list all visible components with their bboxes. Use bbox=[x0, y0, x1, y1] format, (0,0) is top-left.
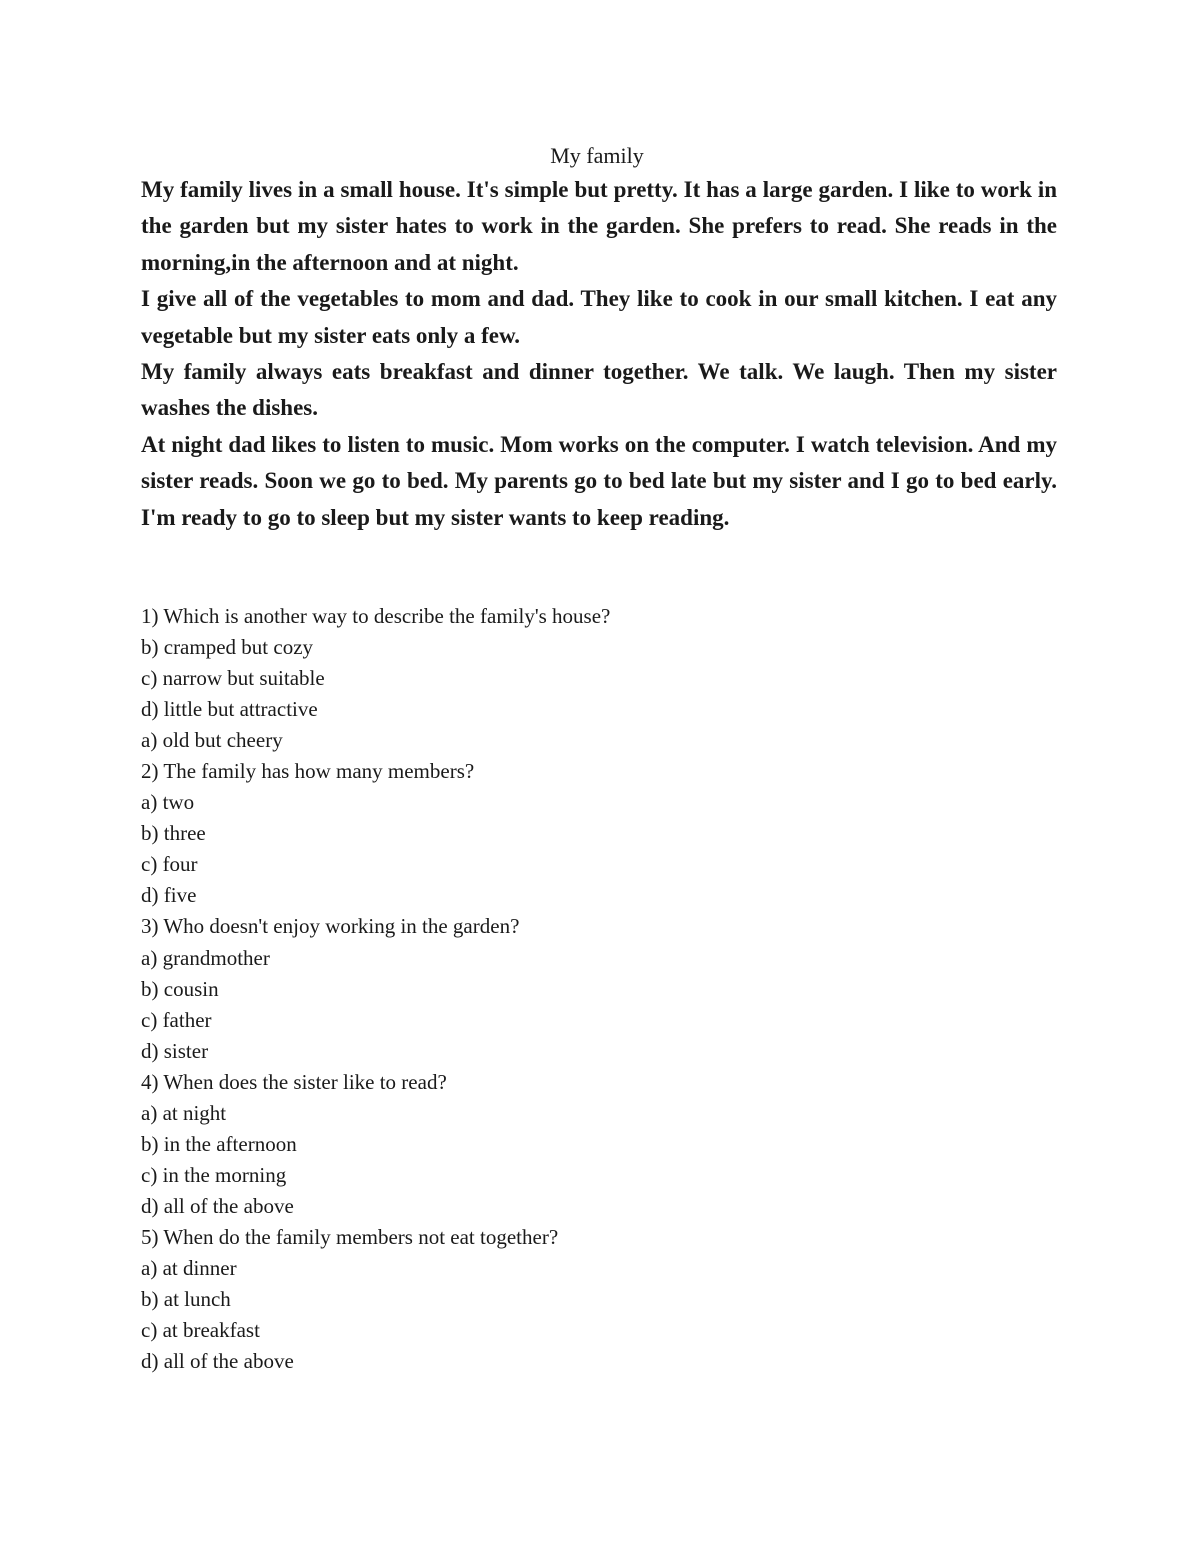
answer-option: c) in the morning bbox=[141, 1162, 287, 1187]
passage-paragraph: My family always eats breakfast and dinner together. We talk. We laugh. Then my sister washes the dishes. bbox=[141, 359, 1057, 421]
answer-option: c) father bbox=[141, 1007, 212, 1032]
document-title: My family bbox=[550, 143, 644, 168]
question-list bbox=[141, 601, 1041, 1377]
answer-option: a) two bbox=[141, 790, 195, 815]
answer-option: a) old but cheery bbox=[141, 728, 283, 753]
question-text: 5) When do the family members not eat together? bbox=[141, 1224, 559, 1249]
question-text: 4) When does the sister like to read? bbox=[141, 1069, 447, 1094]
passage-paragraph: I give all of the vegetables to mom and dad. They like to cook in our small kitchen. I eat any vegetable but my sister eats only a few. bbox=[141, 286, 1057, 348]
answer-option: c) at breakfast bbox=[141, 1318, 260, 1343]
answer-option: c) narrow but suitable bbox=[141, 666, 325, 691]
question-text: 2) The family has how many members? bbox=[141, 759, 475, 784]
reading-passage bbox=[141, 172, 1057, 536]
answer-option: d) all of the above bbox=[141, 1349, 294, 1374]
answer-option: c) four bbox=[141, 852, 198, 877]
answer-option: b) in the afternoon bbox=[141, 1131, 297, 1156]
answer-option: d) sister bbox=[141, 1038, 209, 1063]
answer-option: d) five bbox=[141, 883, 197, 908]
answer-option: a) at night bbox=[141, 1100, 227, 1125]
answer-option: d) little but attractive bbox=[141, 697, 318, 722]
answer-option: b) three bbox=[141, 821, 206, 846]
passage-paragraph: My family lives in a small house. It's simple but pretty. It has a large garden. I like to work in the garden but my sister hates to work in the garden. She prefers to read. She reads in the morning,in the afternoon and at night. bbox=[141, 177, 1057, 275]
answer-option: b) cousin bbox=[141, 976, 219, 1001]
passage-paragraph: At night dad likes to listen to music. Mom works on the computer. I watch television. And my sister reads. Soon we go to bed. My parents go to bed late but my sister and I go to bed early. I'm ready to go to sleep but my sister wants to keep reading. bbox=[141, 431, 1057, 530]
answer-option: b) cramped but cozy bbox=[141, 635, 314, 660]
answer-option: a) grandmother bbox=[141, 945, 270, 970]
answer-option: b) at lunch bbox=[141, 1287, 231, 1312]
question-text: 3) Who doesn't enjoy working in the garden? bbox=[141, 914, 520, 939]
answer-option: a) at dinner bbox=[141, 1255, 237, 1280]
question-text: 1) Which is another way to describe the family's house? bbox=[141, 604, 611, 628]
answer-option: d) all of the above bbox=[141, 1193, 294, 1218]
